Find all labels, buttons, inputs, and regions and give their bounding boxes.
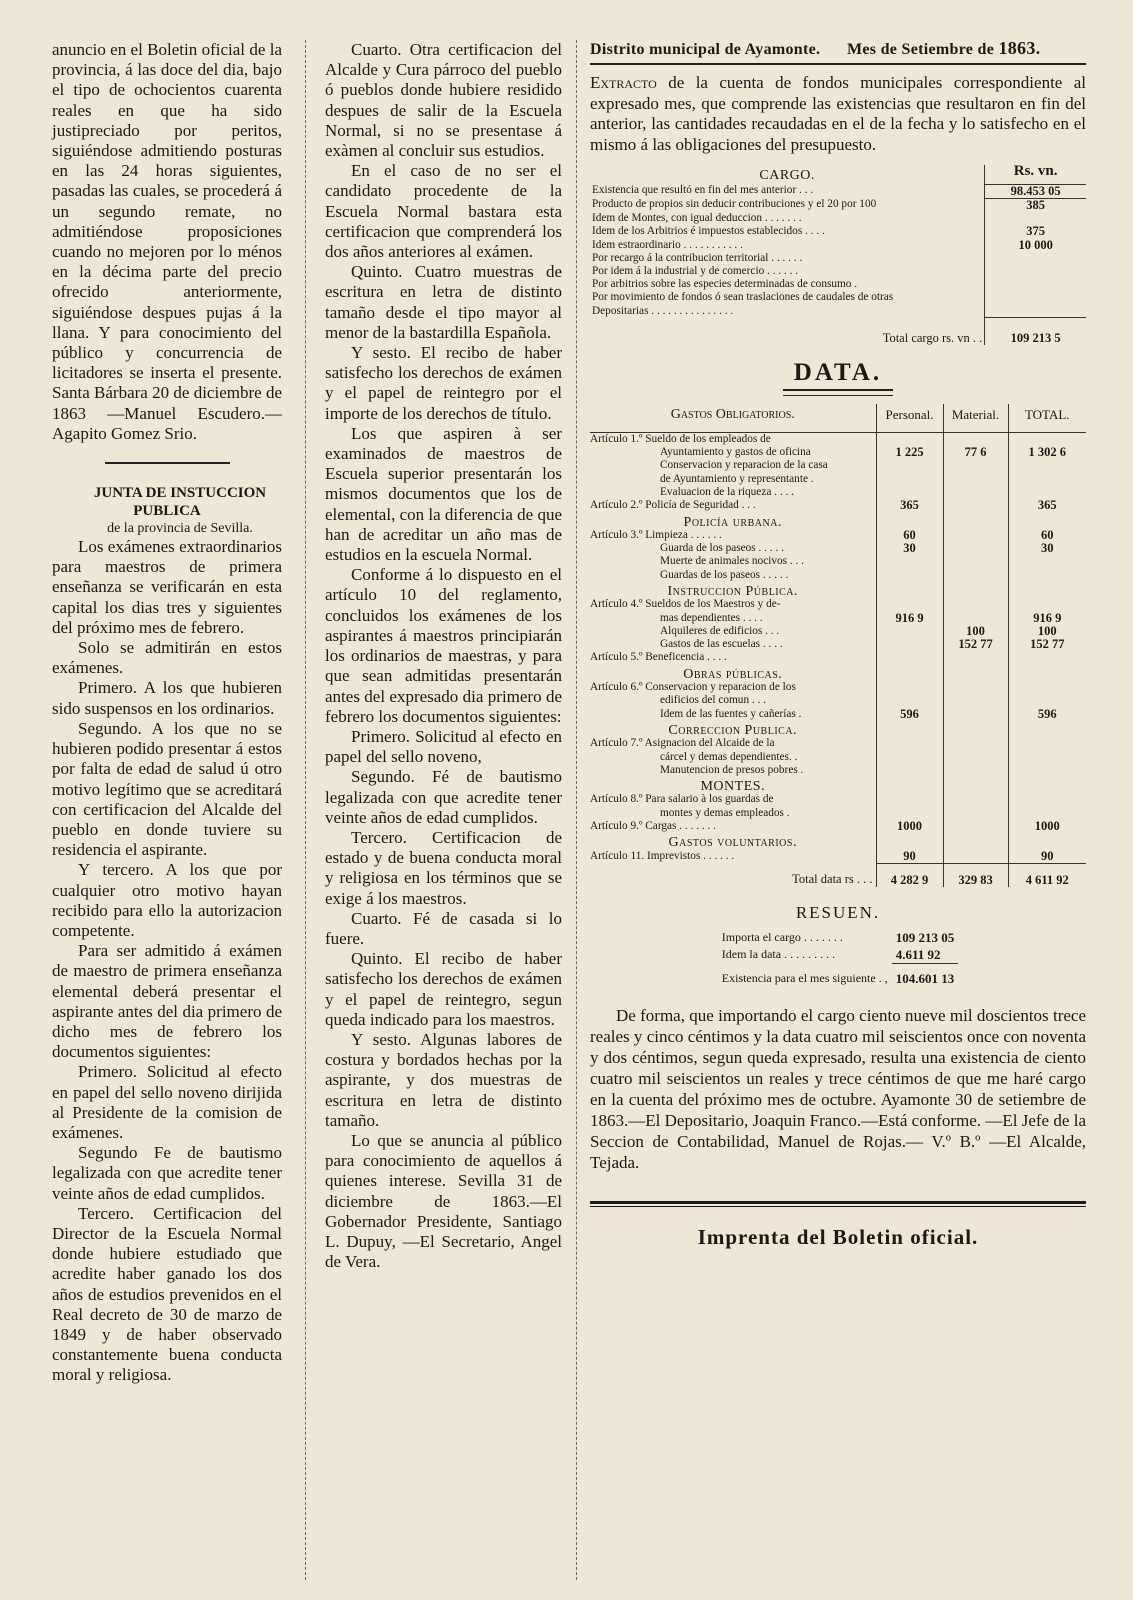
data-row-label: Artículo 11. Imprevistos . . . . . .	[590, 849, 735, 862]
cargo-row-value: 10 000	[985, 239, 1086, 252]
paragraph: Primero. Solicitud al efecto en papel del sello noveno,	[325, 726, 562, 767]
cargo-row	[590, 305, 1086, 318]
data-row	[590, 850, 1086, 864]
data-total-material: 329 83	[943, 863, 1008, 887]
data-row-total: 90	[1008, 850, 1086, 864]
data-total-total: 4 611 92	[1008, 863, 1086, 887]
data-row-material: 77 6	[943, 446, 1008, 459]
data-row-label: Artículo 2.º Policía de Seguridad . . .	[590, 499, 756, 512]
data-row-material	[943, 793, 1008, 806]
data-row-material	[943, 473, 1008, 486]
resumen-data-label: Idem la data . . . . . . . . .	[721, 947, 836, 962]
data-row-material	[943, 529, 1008, 542]
data-section-heading	[590, 721, 1086, 737]
empty-cell	[1008, 582, 1086, 598]
section-heading-text: Correccion Publica.	[668, 722, 798, 738]
empty-cell	[876, 582, 943, 598]
resumen-data-value: 4.611 92	[892, 946, 959, 964]
data-row-total: 152 77	[1008, 638, 1086, 651]
empty-cell	[943, 513, 1008, 529]
paragraph: Y sesto. El recibo de haber satisfecho los derechos de exámen y el papel de reintegro por el importe de los derechos de título.	[325, 343, 562, 423]
cargo-row-label: Idem de Montes, con igual deduccion . . . . . . .	[592, 212, 802, 225]
data-row-total	[1008, 555, 1086, 568]
column-separator	[576, 40, 577, 1580]
data-row-personal	[876, 598, 943, 611]
data-row-material	[943, 751, 1008, 764]
data-row-personal	[876, 807, 943, 820]
resumen-title: RESUEN.	[795, 903, 881, 923]
data-row-personal	[876, 793, 943, 806]
data-row-label: cárcel y demas dependientes. .	[660, 750, 798, 763]
cargo-row-label: Existencia que resultó en fin del mes anterior . . .	[592, 184, 814, 197]
cargo-row-value: 375	[985, 225, 1086, 238]
cargo-row-label: Por movimiento de fondos ó sean traslaciones de caudales de otras	[592, 291, 894, 304]
data-section-heading	[590, 777, 1086, 793]
data-row-total: 60	[1008, 529, 1086, 542]
data-row-personal	[876, 555, 943, 568]
cargo-row-value: 98.453 05	[985, 184, 1086, 198]
data-row-label: Gastos de las escuelas . . . .	[660, 638, 783, 651]
data-row	[590, 751, 1086, 764]
data-row	[590, 638, 1086, 651]
paragraph: Quinto. Cuatro muestras de escritura en letra de distinto tamaño desde el tipo mayor al menor de la bastardilla Española.	[325, 262, 562, 342]
data-row-label: Artículo 9.º Cargas . . . . . . .	[590, 820, 716, 833]
data-row-personal	[876, 625, 943, 638]
data-row	[590, 499, 1086, 512]
paragraph: Y tercero. A los que por cualquier otro motivo hayan recibido para ello la autorizacion competente.	[52, 860, 282, 940]
data-row-label: Artículo 4.º Sueldos de los Maestros y de-	[590, 598, 781, 611]
empty-cell	[876, 777, 943, 793]
empty-cell	[876, 513, 943, 529]
data-row-material	[943, 708, 1008, 721]
resumen-cargo-label: Importa el cargo . . . . . . .	[721, 930, 843, 945]
data-row-total	[1008, 807, 1086, 820]
data-row	[590, 529, 1086, 542]
col-header-personal: Personal.	[876, 404, 943, 432]
data-row-material	[943, 737, 1008, 750]
data-row-personal	[876, 569, 943, 582]
data-row-personal: 916 9	[876, 612, 943, 625]
empty-cell	[1008, 833, 1086, 849]
month-label: Mes de Setiembre de	[846, 41, 995, 58]
data-row	[590, 793, 1086, 806]
data-row-total	[1008, 764, 1086, 777]
data-row-label: Artículo 6.º Conservacion y reparacion de los	[590, 681, 796, 694]
data-row	[590, 708, 1086, 721]
data-row-personal	[876, 459, 943, 472]
section-heading-text: Instruccion Pública.	[667, 584, 799, 599]
end-rule	[590, 1201, 1086, 1204]
data-row-personal	[876, 737, 943, 750]
cargo-total-value: 109 213 5	[985, 318, 1086, 346]
data-row-material	[943, 569, 1008, 582]
col-header-gastos: Gastos Obligatorios.	[590, 404, 876, 432]
data-row-material	[943, 542, 1008, 555]
empty-cell	[1008, 513, 1086, 529]
cargo-row-value	[985, 291, 1086, 304]
data-row-personal	[876, 486, 943, 499]
data-row-material	[943, 681, 1008, 694]
paragraph: Tercero. Certificacion del Director de la Escuela Normal donde hubiere estudiado que acredite haber ganado los dos años de estudios prevenidos en el Real decreto de 30 de marzo de 1849 y de haber observado constantemente buena conducta moral y religiosa.	[52, 1203, 282, 1385]
data-row-personal	[876, 764, 943, 777]
empty-cell	[943, 777, 1008, 793]
data-row-total	[1008, 681, 1086, 694]
data-row-total: 30	[1008, 542, 1086, 555]
data-row-total	[1008, 751, 1086, 764]
data-row-total	[1008, 651, 1086, 664]
extract-text: de la cuenta de fondos municipales correspondiente al expresado mes, que comprende las existencias que resultaron en fin del anterior, las cantidades recaudadas en el de la fecha y lo satisfecho en el mismo á las obligaciones del presupuesto.	[590, 73, 1086, 154]
data-row	[590, 764, 1086, 777]
extract-intro	[590, 73, 1086, 155]
resumen-exist-label: Existencia para el mes siguiente . ,	[721, 970, 888, 985]
data-row-total: 1000	[1008, 820, 1086, 833]
data-ornament	[783, 389, 893, 396]
extract-lead: Extracto	[590, 73, 657, 92]
data-row-personal	[876, 751, 943, 764]
data-row	[590, 820, 1086, 833]
paragraph: Segundo Fe de bautismo legalizada con que acredite tener veinte años de edad cumplidos.	[52, 1143, 282, 1203]
section-heading-text: MONTES.	[700, 779, 766, 795]
cargo-row	[590, 184, 1086, 198]
empty-cell	[876, 665, 943, 681]
paragraph: Los exámenes extraordinarios para maestros de primera enseñanza se verificarán en esta capital los dias tres y siguientes del próximo mes de febrero.	[52, 537, 282, 637]
data-row-label: Artículo 7.º Asignacion del Alcaide de la	[590, 737, 775, 750]
data-row-total	[1008, 569, 1086, 582]
data-row-label: Artículo 8.º Para salario à los guardas de	[590, 793, 774, 806]
cargo-row	[590, 291, 1086, 304]
paragraph: Cuarto. Fé de casada si lo fuere.	[325, 908, 562, 948]
data-row-total	[1008, 486, 1086, 499]
data-row	[590, 542, 1086, 555]
cargo-row-value	[985, 252, 1086, 265]
data-row-material	[943, 612, 1008, 625]
data-row-total: 1 302 6	[1008, 446, 1086, 459]
cargo-row	[590, 252, 1086, 265]
cargo-unit: Rs. vn.	[985, 165, 1086, 184]
cargo-row-label: Por idem á la industrial y de comercio . . . . . .	[592, 264, 799, 277]
data-row-total	[1008, 793, 1086, 806]
section-heading-text: Gastos voluntarios.	[668, 835, 797, 851]
empty-cell	[876, 833, 943, 849]
data-row	[590, 807, 1086, 820]
section-heading-text: Obras públicas.	[683, 666, 783, 682]
data-table	[590, 404, 1086, 887]
paragraph: Solo se admitirán en estos exámenes.	[52, 638, 282, 678]
data-row-label: Manutencion de presos pobres .	[660, 763, 804, 776]
closing-paragraph: De forma, que importando el cargo ciento nueve mil doscientos trece reales y cinco céntimos y la data cuatro mil seiscientos once con noventa y dos céntimos, segun queda expresado, resulta una existencia de ciento cuatro mil seiscientos un reales y trece céntimos de que me haré cargo en la cuenta del próximo mes de octubre. Ayamonte 30 de setiembre de 1863.—El Depositario, Joaquin Franco.—Está conforme. —El Jefe de la Seccion de Contabilidad, Manuel de Rojas.— V.º B.º —El Alcalde, Tejada.	[590, 1006, 1086, 1173]
printer-imprint: Imprenta del Boletin oficial.	[697, 1225, 979, 1250]
data-row-label: Artículo 5.º Beneficencia . . . .	[590, 651, 727, 664]
paragraph: Cuarto. Otra certificacion del Alcalde y Cura párroco del pueblo ó pueblos donde hubiere residido despues de salir de la Escuela Normal, si no se presentase á exàmen al concluir sus estudios.	[325, 40, 562, 161]
data-total-personal: 4 282 9	[876, 863, 943, 887]
data-row-label: Artículo 1.º Sueldo de los empleados de	[590, 432, 771, 445]
cargo-row-label: Depositarias . . . . . . . . . . . . . . .	[592, 304, 734, 317]
cargo-row	[590, 198, 1086, 212]
cargo-row-value	[985, 265, 1086, 278]
district-label: Distrito municipal de Ayamonte.	[590, 41, 821, 58]
cargo-row	[590, 212, 1086, 225]
data-row-label: Evaluacion de la riqueza . . . .	[660, 485, 794, 498]
resumen-exist-value: 104.601 13	[895, 971, 955, 987]
end-rule-thin	[590, 1206, 1086, 1207]
empty-cell	[876, 721, 943, 737]
data-row	[590, 737, 1086, 750]
data-row-material: 100	[943, 625, 1008, 638]
data-row	[590, 486, 1086, 499]
column-2	[325, 40, 562, 1272]
paragraph: Tercero. Certificacion de estado y de buena conducta moral y religiosa en los términos que se exige á los maestros.	[325, 827, 562, 908]
data-row	[590, 473, 1086, 486]
paragraph: Primero. Solicitud al efecto en papel del sello noveno dirijida al Presidente de la comision de exámenes.	[52, 1062, 282, 1142]
data-row-label: Conservacion y reparacion de la casa	[660, 459, 828, 472]
data-row-total: 916 9	[1008, 612, 1086, 625]
data-row-total	[1008, 737, 1086, 750]
data-row-material	[943, 459, 1008, 472]
empty-cell	[943, 721, 1008, 737]
cargo-row-value: 385	[985, 198, 1086, 212]
data-section-heading	[590, 513, 1086, 529]
column-3	[590, 38, 1086, 1250]
data-row	[590, 612, 1086, 625]
empty-cell	[1008, 777, 1086, 793]
data-row	[590, 651, 1086, 664]
cargo-row-label: Por arbitrios sobre las especies determinadas de consumo .	[592, 278, 858, 291]
data-row-material	[943, 555, 1008, 568]
empty-cell	[943, 582, 1008, 598]
data-row	[590, 681, 1086, 694]
junta-subtitle: de la provincia de Sevilla.	[107, 521, 253, 537]
paragraph: Segundo. A los que no se hubieren podido presentar á estos por falta de edad de salud ú otro motivo legítimo que se acreditará con certificacion del Alcalde del pueblo en donde tuviere su residencia el aspirante.	[52, 718, 282, 860]
data-row-material	[943, 764, 1008, 777]
cargo-row-value	[985, 305, 1086, 318]
cargo-row	[590, 239, 1086, 252]
section-heading-text: Policía urbana.	[683, 514, 782, 530]
data-title: DATA.	[793, 359, 883, 387]
resumen-cargo-value: 109 213 05	[895, 930, 955, 946]
cargo-total-label: Total cargo rs. vn . .	[882, 330, 983, 345]
data-row-total	[1008, 459, 1086, 472]
column-separator	[305, 40, 306, 1580]
data-row-total: 100	[1008, 625, 1086, 638]
cargo-row-value	[985, 278, 1086, 291]
data-row-label: Guardas de los paseos . . . . .	[660, 568, 789, 581]
data-section-heading	[590, 833, 1086, 849]
data-row-material	[943, 651, 1008, 664]
year-label: 1863.	[998, 38, 1041, 58]
cargo-row-label: Idem de los Arbitrios é impuestos establecidos . . . .	[592, 225, 825, 238]
data-row-material	[943, 694, 1008, 707]
data-section-heading	[590, 582, 1086, 598]
cargo-row-label: Producto de propios sin deducir contribuciones y el 20 por 100	[592, 198, 877, 211]
data-row-total	[1008, 432, 1086, 446]
resumen-table	[718, 929, 958, 987]
cargo-table	[590, 165, 1086, 345]
data-row-material: 152 77	[943, 638, 1008, 651]
data-row-material	[943, 598, 1008, 611]
auction-notice-end: anuncio en el Boletin oficial de la provincia, á las doce del dia, bajo el tipo de ochocientos cuarenta reales en que ha sido justipreciado por peritos, siguiéndose admitiendo posturas en las 24 horas siguientes, pasadas las cuales, se procederá á un segundo remate, no admitiéndose proposiciones cuando no mejoren por lo ménos en la décima parte del precio ofrecido anteriormente, siguiéndose despues pujas á la llana. Y para conocimiento del público y concurrencia de licitadores se inserta el presente. Santa Bárbara 20 de diciembre de 1863 —Manuel Escudero.—Agapito Gomez Srio.	[52, 40, 282, 443]
data-row-total	[1008, 694, 1086, 707]
data-row-personal	[876, 638, 943, 651]
data-row-personal: 596	[876, 708, 943, 721]
data-row	[590, 446, 1086, 459]
data-row-personal	[876, 694, 943, 707]
section-divider	[105, 462, 230, 464]
data-row-label: Ayuntamiento y gastos de oficina	[660, 446, 811, 459]
data-row-personal: 90	[876, 850, 943, 864]
data-row-personal: 30	[876, 542, 943, 555]
data-row-personal: 1000	[876, 820, 943, 833]
empty-cell	[1008, 665, 1086, 681]
empty-cell	[943, 665, 1008, 681]
data-row-total: 365	[1008, 499, 1086, 512]
cargo-title: CARGO.	[759, 168, 815, 183]
col-header-material: Material.	[943, 404, 1008, 432]
paragraph: En el caso de no ser el candidato procedente de la Escuela Normal bastara esta certificacion que comprenderá los dos años anteriores al exámen.	[325, 161, 562, 262]
data-row	[590, 694, 1086, 707]
data-row-personal	[876, 473, 943, 486]
data-row-label: Muerte de animales nocivos . . .	[660, 555, 804, 568]
data-row-personal: 60	[876, 529, 943, 542]
paragraph: Y sesto. Algunas labores de costura y bordados hechas por la aspirante, y dos muestras de escritura en letra de distinto tamaño.	[325, 1029, 562, 1130]
data-row	[590, 432, 1086, 446]
data-row-label: montes y demas empleados .	[660, 806, 790, 819]
paragraph: Primero. A los que hubieren sido suspensos en los ordinarios.	[52, 678, 282, 718]
cargo-row	[590, 265, 1086, 278]
paragraph: Lo que se anuncia al público para conocimiento de aquellos á quienes interese. Sevilla 31 de diciembre de 1863.—El Gobernador Presidente, Santiago L. Dupuy, —El Secretario, Angel de Vera.	[325, 1130, 562, 1272]
data-row-label: de Ayuntamiento y representante .	[660, 472, 814, 485]
data-row-material	[943, 807, 1008, 820]
data-row	[590, 569, 1086, 582]
empty-cell	[1008, 721, 1086, 737]
data-row-material	[943, 499, 1008, 512]
data-row-label: mas dependientes . . . .	[660, 611, 763, 624]
col-header-total: TOTAL.	[1008, 404, 1086, 432]
data-row	[590, 459, 1086, 472]
paragraph: Segundo. Fé de bautismo legalizada con que acredite tener veinte años de edad cumplidos.	[325, 767, 562, 827]
cargo-row	[590, 225, 1086, 238]
data-row-personal: 365	[876, 499, 943, 512]
junta-title: JUNTA DE INSTUCCION PUBLICA	[93, 485, 267, 520]
data-row-material	[943, 432, 1008, 446]
data-row-personal	[876, 432, 943, 446]
data-row-material	[943, 820, 1008, 833]
data-row-personal	[876, 681, 943, 694]
data-row-total	[1008, 473, 1086, 486]
data-row-label: edificios del comun . . .	[660, 694, 767, 707]
data-row-personal: 1 225	[876, 446, 943, 459]
paragraph: Los que aspiren à ser examinados de maestros de Escuela superior presentarán los mismos documentos que los de elemental, con la diferencia de que han de acreditar un año mas de estudios en la escuela Normal.	[325, 423, 562, 565]
masthead	[590, 38, 1086, 65]
data-row	[590, 555, 1086, 568]
data-row	[590, 625, 1086, 638]
paragraph: Para ser admitido á exámen de maestro de primera enseñanza elemental deberá presentar el aspirante antes del dia primero de dicho mes de febrero los documentos siguientes:	[52, 941, 282, 1062]
data-row-label: Idem de las fuentes y cañerías .	[660, 707, 802, 720]
data-row-label: Alquileres de edificios . . .	[660, 624, 780, 637]
column-1	[52, 40, 282, 1386]
paragraph: Quinto. El recibo de haber satisfecho los derechos de exámen y el papel de reintegro, segun queda indicado para los maestros.	[325, 949, 562, 1029]
empty-cell	[943, 833, 1008, 849]
data-row-material	[943, 486, 1008, 499]
data-row-personal	[876, 651, 943, 664]
data-row-label: Artículo 3.º Limpieza . . . . . .	[590, 528, 722, 541]
data-section-heading	[590, 665, 1086, 681]
data-row-material	[943, 850, 1008, 864]
data-row-total: 596	[1008, 708, 1086, 721]
data-row-total	[1008, 598, 1086, 611]
cargo-row-label: Por recargo á la contribucion territorial . . . . . .	[592, 251, 803, 264]
data-row	[590, 598, 1086, 611]
cargo-row-label: Idem estraordinario . . . . . . . . . . .	[592, 238, 743, 251]
data-row-label: Guarda de los paseos . . . . .	[660, 542, 784, 555]
data-total-label: Total data rs . . .	[792, 872, 873, 887]
paragraph: Conforme á lo dispuesto en el artículo 10 del reglamento, concluidos los exámenes de los aspirantes á maestros principiarán los ordinarios de maestras, y para que sean admitidas presentarán antes del expresado dia primero de febrero los documentos siguientes:	[325, 565, 562, 726]
cargo-row	[590, 278, 1086, 291]
